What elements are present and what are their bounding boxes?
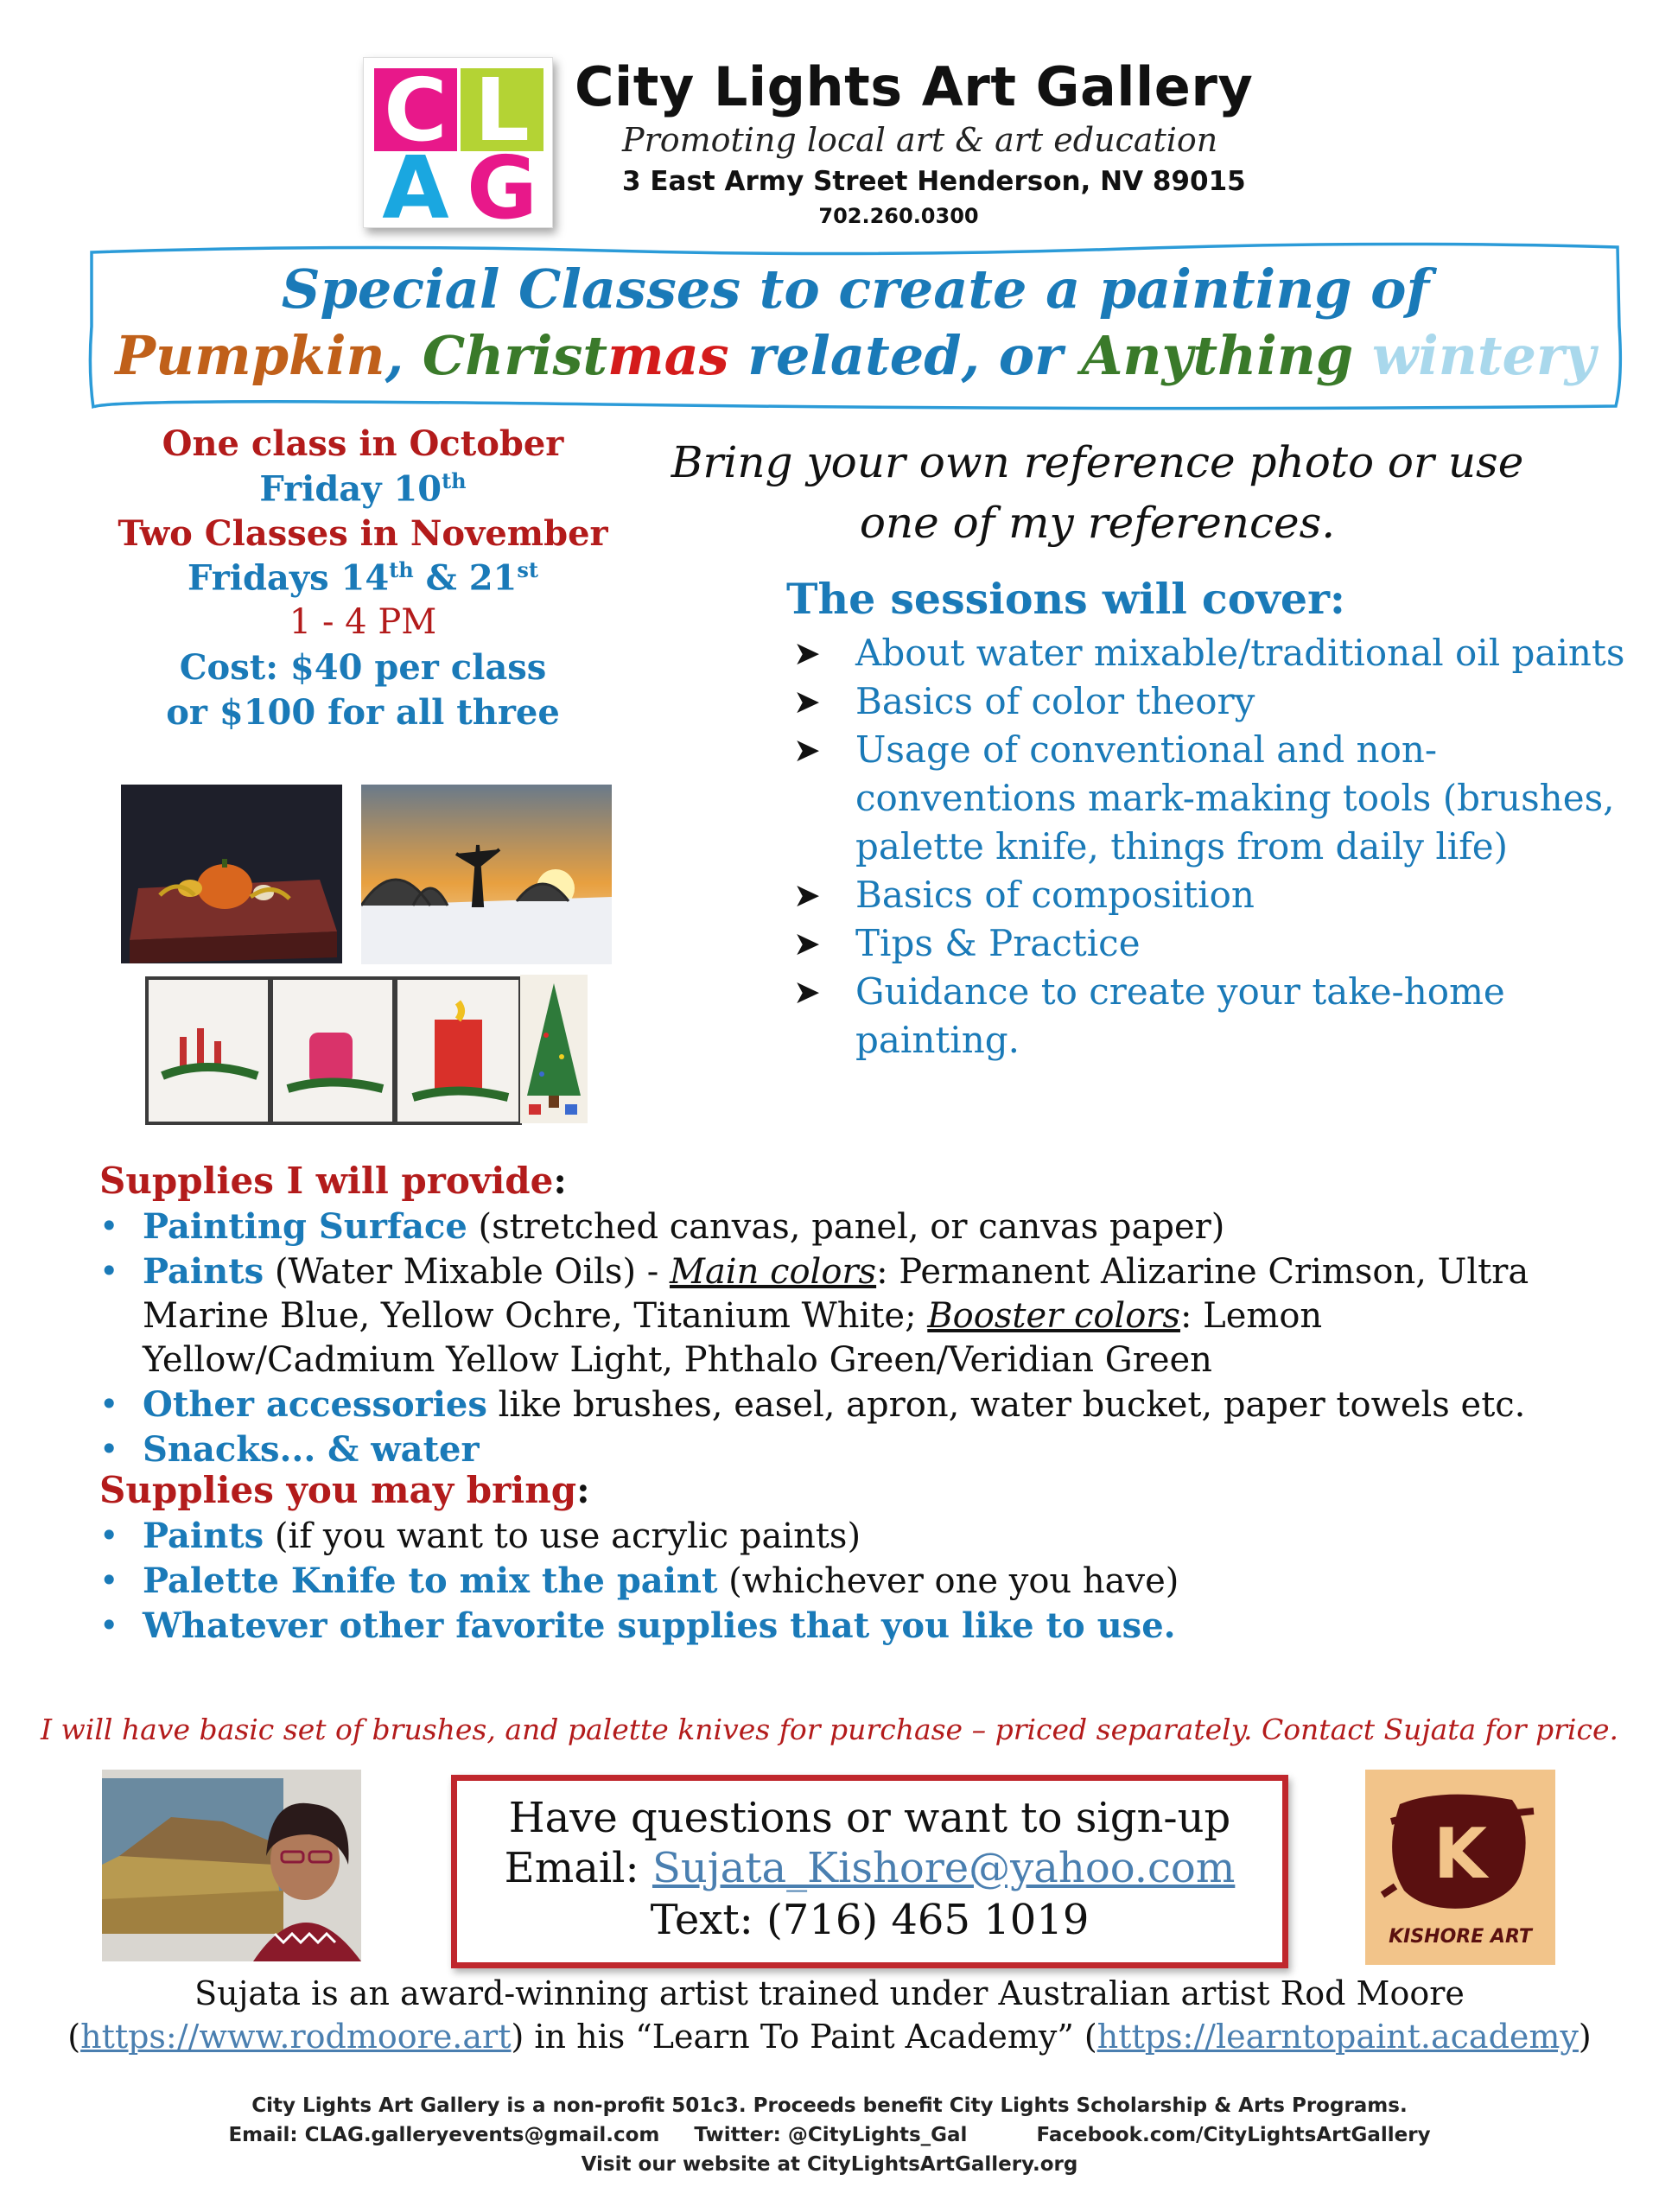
list-item xyxy=(99,1382,1620,1427)
schedule-fridays xyxy=(86,557,639,598)
banner-mas: mas xyxy=(607,324,729,387)
footer-contacts: Email: CLAG.galleryevents@gmail.com Twitter: @CityLights_Gal Facebook.com/CityLightsArtGallery xyxy=(228,2124,1431,2146)
bio-open-paren: ( xyxy=(67,2018,81,2056)
banner-wintery: wintery xyxy=(1371,324,1596,387)
bullet-icon: • xyxy=(99,1516,119,1554)
purchase-note: I will have basic set of brushes, and palette knives for purchase – priced separately. Contact Sujata for price. xyxy=(41,1713,1618,1746)
item-key: Paints xyxy=(143,1251,264,1292)
session-item-text: Guidance to create your take-home painting. xyxy=(855,970,1505,1061)
logo-letter-l: L xyxy=(474,60,530,161)
supplies-bring-list xyxy=(99,1514,1620,1649)
item-text: (if you want to use acrylic paints) xyxy=(264,1516,861,1556)
arrowhead-bullet-icon: ➤ xyxy=(793,925,821,963)
sessions-list xyxy=(786,629,1650,1065)
supplies-bring-colon: : xyxy=(576,1469,590,1511)
item-key: Palette Knife to mix the paint xyxy=(143,1560,718,1601)
session-item xyxy=(786,629,1650,677)
artist-photo xyxy=(102,1770,361,1961)
kishore-logo-letter: K xyxy=(1433,1814,1487,1894)
gallery-logo xyxy=(363,57,553,228)
fridays-a: Fridays 14 xyxy=(188,557,390,599)
sessions-title: The sessions will cover: xyxy=(786,574,1345,624)
banner-title: Special Classes to create a painting of xyxy=(281,257,1430,321)
arrowhead-bullet-icon: ➤ xyxy=(793,876,821,914)
arrowhead-bullet-icon: ➤ xyxy=(793,683,821,721)
fridays-b-suffix: st xyxy=(517,557,538,582)
session-item xyxy=(786,677,1650,726)
logo-letter-g: G xyxy=(466,137,538,227)
footer-nonprofit: City Lights Art Gallery is a non-profit 501c3. Proceeds benefit City Lights Scholarship & Arts Programs. xyxy=(251,2094,1408,2117)
bullet-icon: • xyxy=(99,1385,119,1423)
schedule-october: One class in October xyxy=(162,423,564,464)
session-item-text: Tips & Practice xyxy=(855,922,1141,964)
list-item xyxy=(99,1604,1620,1649)
list-item xyxy=(99,1559,1620,1604)
supplies-provide-list xyxy=(99,1205,1620,1472)
list-item xyxy=(99,1427,1620,1472)
item-key: Other accessories xyxy=(143,1384,487,1425)
arrowhead-bullet-icon: ➤ xyxy=(793,634,821,672)
bio-close-paren: ) xyxy=(1578,2018,1592,2056)
gallery-tagline: Promoting local art & art education xyxy=(622,121,1218,159)
friday-day: Friday 10 xyxy=(259,468,442,510)
banner-christ: Christ xyxy=(422,324,607,387)
list-item xyxy=(99,1249,1620,1382)
item-text: (Water Mixable Oils) - xyxy=(264,1252,670,1292)
kishore-logo-name: KISHORE ART xyxy=(1389,1926,1532,1948)
bullet-icon: • xyxy=(99,1606,119,1644)
bullet-icon: • xyxy=(99,1430,119,1468)
schedule-november: Two Classes in November xyxy=(118,513,608,554)
pumpkin-painting-image xyxy=(121,785,342,963)
list-item xyxy=(99,1205,1620,1249)
logo-letter-c: C xyxy=(384,60,448,161)
banner-related: related, or xyxy=(728,324,1082,387)
banner-subtitle xyxy=(86,324,1624,387)
supplies-provide-title xyxy=(99,1160,567,1202)
reference-line2: one of my references. xyxy=(859,498,1336,548)
reference-line1: Bring your own reference photo or use xyxy=(671,437,1524,487)
item-key: Snacks... & water xyxy=(143,1429,480,1470)
item-key: Painting Surface xyxy=(143,1206,467,1247)
item-text: (stretched canvas, panel, or canvas paper) xyxy=(467,1207,1225,1247)
logo-letter-a: A xyxy=(382,137,449,227)
contact-prompt: Have questions or want to sign-up xyxy=(508,1794,1231,1842)
winter-sunset-painting-image xyxy=(361,785,612,964)
candle-paintings-triptych-image xyxy=(145,976,522,1125)
supplies-bring-title xyxy=(99,1469,590,1511)
artist-bio: Sujata is an award-winning artist trained under Australian artist Rod Moore xyxy=(194,1974,1465,2012)
footer-website: Visit our website at CityLightsArtGallery.org xyxy=(581,2153,1078,2176)
session-item xyxy=(786,871,1650,919)
item-text: : Permanent Alizarine Crimson, Ultra Marine Blue, Yellow Ochre, Titanium White; xyxy=(143,1252,1529,1336)
schedule-cost-all: or $100 for all three xyxy=(166,692,560,733)
bullet-icon: • xyxy=(99,1252,119,1290)
session-item-text: Usage of conventional and non-conventions mark-making tools (brushes, palette knife, things from daily life) xyxy=(855,728,1615,868)
bullet-icon: • xyxy=(99,1207,119,1245)
list-item xyxy=(99,1514,1620,1559)
main-colors-label: Main colors xyxy=(670,1252,877,1292)
item-key: Paints xyxy=(143,1516,264,1556)
bio-mid-text: ) in his “Learn To Paint Academy” ( xyxy=(511,2018,1097,2056)
booster-colors-label: Booster colors xyxy=(927,1296,1180,1336)
friday-suffix: th xyxy=(442,468,467,493)
item-key: Whatever other favorite supplies that you like to use. xyxy=(143,1605,1176,1646)
session-item-text: Basics of composition xyxy=(855,874,1255,916)
item-text: : Lemon Yellow/Cadmium Yellow Light, Phthalo Green/Veridian Green xyxy=(143,1296,1323,1380)
banner-pumpkin: Pumpkin xyxy=(115,324,385,387)
fridays-a-suffix: th xyxy=(389,557,414,582)
session-item xyxy=(786,968,1650,1065)
christmas-tree-painting-image xyxy=(520,975,588,1123)
session-item xyxy=(786,726,1650,871)
item-text: like brushes, easel, apron, water bucket, paper towels etc. xyxy=(486,1385,1526,1425)
gallery-address: 3 East Army Street Henderson, NV 89015 xyxy=(622,166,1246,197)
artist-bio-links xyxy=(0,2018,1659,2056)
banner-anything: Anything xyxy=(1081,324,1372,387)
rodmoore-link[interactable]: https://www.rodmoore.art xyxy=(80,2018,512,2056)
kishore-art-logo xyxy=(1365,1770,1555,1965)
schedule-time: 1 - 4 PM xyxy=(289,602,437,642)
item-text: (whichever one you have) xyxy=(717,1561,1179,1601)
arrowhead-bullet-icon: ➤ xyxy=(793,973,821,1011)
gallery-name: City Lights Art Gallery xyxy=(575,55,1254,118)
schedule-friday xyxy=(86,468,639,509)
kishore-brush-mark xyxy=(1365,1770,1555,1965)
session-item xyxy=(786,919,1650,968)
gallery-phone: 702.260.0300 xyxy=(818,204,979,228)
fridays-and: & 21 xyxy=(413,557,518,599)
learntopaint-link[interactable]: https://learntopaint.academy xyxy=(1096,2018,1579,2056)
supplies-bring-title-text: Supplies you may bring xyxy=(99,1469,577,1511)
contact-text-line: Text: (716) 465 1019 xyxy=(650,1896,1090,1944)
email-label: Email: xyxy=(504,1844,652,1892)
supplies-provide-title-text: Supplies I will provide xyxy=(99,1160,554,1202)
banner-comma: , xyxy=(385,324,423,387)
supplies-provide-colon: : xyxy=(553,1160,567,1202)
contact-email-line xyxy=(451,1844,1288,1892)
session-item-text: Basics of color theory xyxy=(855,680,1255,722)
arrowhead-bullet-icon: ➤ xyxy=(793,731,821,769)
schedule-cost: Cost: $40 per class xyxy=(179,647,547,688)
reference-note xyxy=(639,432,1555,553)
clag-logo-mark xyxy=(364,58,552,227)
email-link[interactable]: Sujata_Kishore@yahoo.com xyxy=(652,1844,1236,1892)
session-item-text: About water mixable/traditional oil paints xyxy=(855,632,1625,674)
bullet-icon: • xyxy=(99,1561,119,1599)
